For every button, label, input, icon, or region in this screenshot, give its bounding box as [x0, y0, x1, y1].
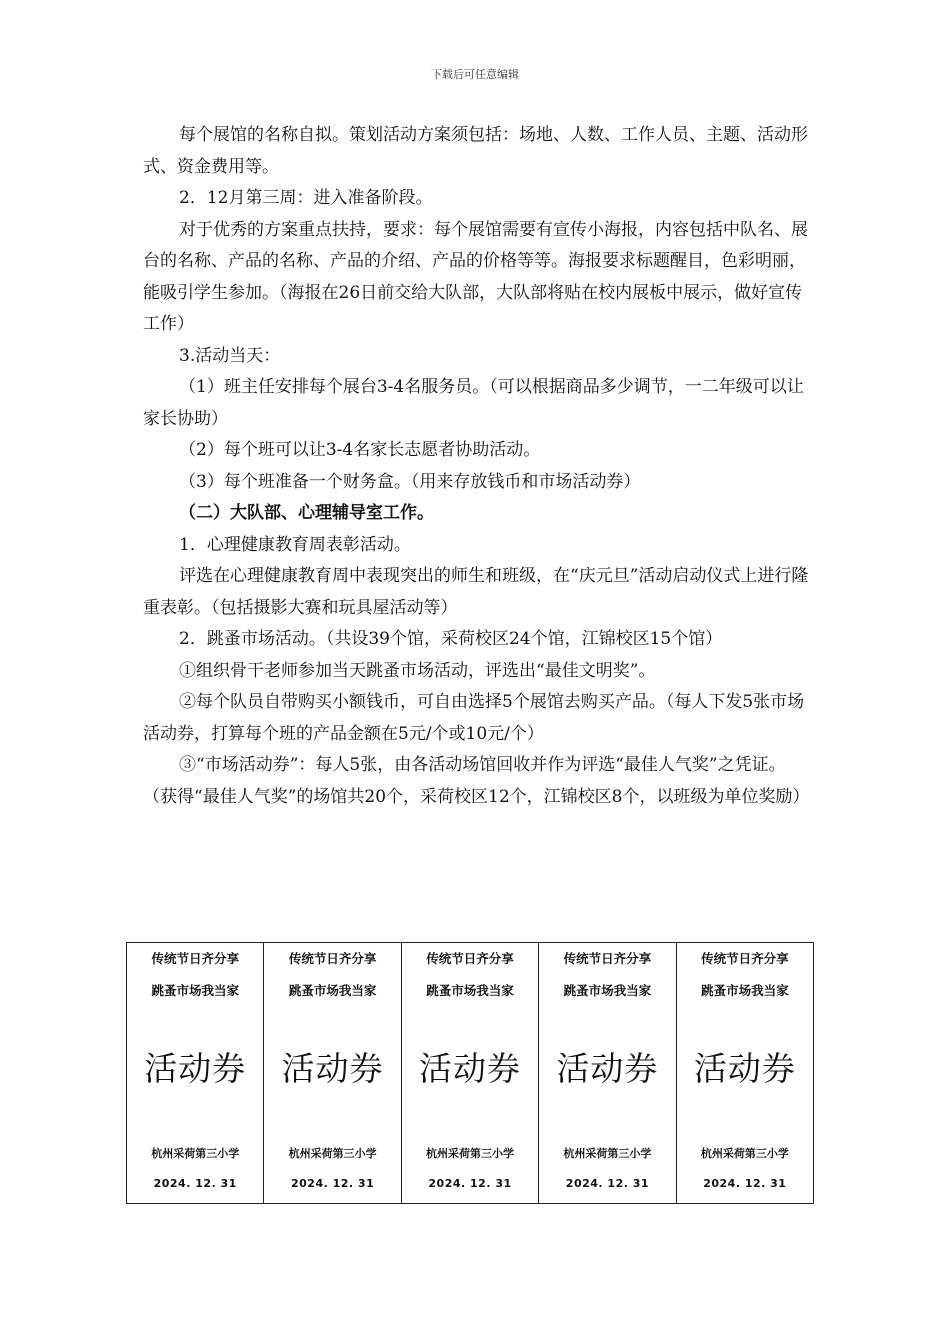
ticket — [677, 943, 813, 1203]
ticket — [127, 943, 264, 1203]
ticket-date: 2024. 12. 31 — [703, 1177, 787, 1190]
ticket-school: 杭州采荷第三小学 — [151, 1147, 240, 1160]
paragraph: 2．跳蚤市场活动。（共设39个馆，采荷校区24个馆，江锦校区15个馆） — [179, 629, 723, 649]
ticket-school: 杭州采荷第三小学 — [426, 1147, 515, 1160]
ticket-school: 杭州采荷第三小学 — [700, 1147, 789, 1160]
ticket-subtitle: 跳蚤市场我当家 — [151, 983, 239, 998]
ticket-school: 杭州采荷第三小学 — [563, 1147, 652, 1160]
ticket-date: 2024. 12. 31 — [428, 1177, 512, 1190]
paragraph: ②每个队员自带购买小额钱币，可自由选择5个展馆去购买产品。（每人下发5张市场活动券，打算每个班的产品金额在5元/个或10元/个） — [143, 692, 805, 744]
ticket-title: 传统节日齐分享 — [151, 951, 239, 966]
document-body — [143, 120, 810, 813]
ticket-date: 2024. 12. 31 — [290, 1177, 375, 1190]
paragraph: 2．12月第三周：进入准备阶段。 — [179, 188, 433, 208]
section-heading: （二）大队部、心理辅导室工作。 — [179, 503, 434, 523]
paragraph: 评选在心理健康教育周中表现突出的师生和班级，在“庆元旦”活动启动仪式上进行隆重表彰。（包括摄影大赛和玩具屋活动等） — [143, 566, 809, 618]
ticket-date: 2024. 12. 31 — [153, 1177, 237, 1190]
paragraph: 3.活动当天： — [179, 345, 281, 366]
ticket-label: 活动券 — [556, 1049, 659, 1088]
ticket-date: 2024. 12. 31 — [565, 1177, 650, 1190]
ticket-label: 活动券 — [693, 1049, 796, 1088]
ticket-subtitle: 跳蚤市场我当家 — [288, 983, 377, 998]
ticket-subtitle: 跳蚤市场我当家 — [701, 983, 789, 998]
paragraph: 1．心理健康教育周表彰活动。 — [179, 534, 411, 555]
paragraph: ③“市场活动券”：每人5张，由各活动场馆回收并作为评选“最佳人气奖”之凭证。（获得“最佳人气奖”的场馆共20个，采荷校区12个，江锦校区8个，以班级为单位奖励） — [143, 755, 810, 807]
ticket-label: 活动券 — [281, 1049, 384, 1088]
paragraph: 对于优秀的方案重点扶持，要求：每个展馆需要有宣传小海报，内容包括中队名、展台的名称、产品的名称、产品的介绍、产品的价格等等。海报要求标题醒目，色彩明丽，能吸引学生参加。（海报在26日前交给大队部，大队部将贴在校内展板中展示，做好宣传工作） — [143, 219, 808, 334]
ticket-table — [126, 942, 814, 1204]
ticket-title: 传统节日齐分享 — [563, 951, 652, 966]
ticket — [402, 943, 539, 1203]
ticket-label: 活动券 — [419, 1049, 522, 1088]
ticket-title: 传统节日齐分享 — [701, 951, 789, 966]
paragraph: 每个展馆的名称自拟。策划活动方案须包括：场地、人数、工作人员、主题、活动形式、资金费用等。 — [143, 125, 808, 177]
ticket-school: 杭州采荷第三小学 — [288, 1147, 377, 1160]
paragraph: （1）班主任安排每个展台3-4名服务员。（可以根据商品多少调节，一二年级可以让家长协助） — [143, 377, 804, 429]
ticket-title: 传统节日齐分享 — [288, 951, 377, 966]
paragraph: ①组织骨干老师参加当天跳蚤市场活动，评选出“最佳文明奖”。 — [179, 660, 656, 681]
ticket — [539, 943, 676, 1203]
ticket-subtitle: 跳蚤市场我当家 — [563, 983, 652, 998]
ticket-label: 活动券 — [144, 1049, 247, 1088]
paragraph: （3）每个班准备一个财务盒。（用来存放钱币和市场活动券） — [179, 471, 641, 492]
ticket-title: 传统节日齐分享 — [426, 951, 514, 966]
ticket — [264, 943, 401, 1203]
paragraph: （2）每个班可以让3-4名家长志愿者协助活动。 — [179, 440, 541, 460]
ticket-subtitle: 跳蚤市场我当家 — [426, 983, 514, 998]
page-header: 下载后可任意编辑 — [431, 68, 519, 81]
